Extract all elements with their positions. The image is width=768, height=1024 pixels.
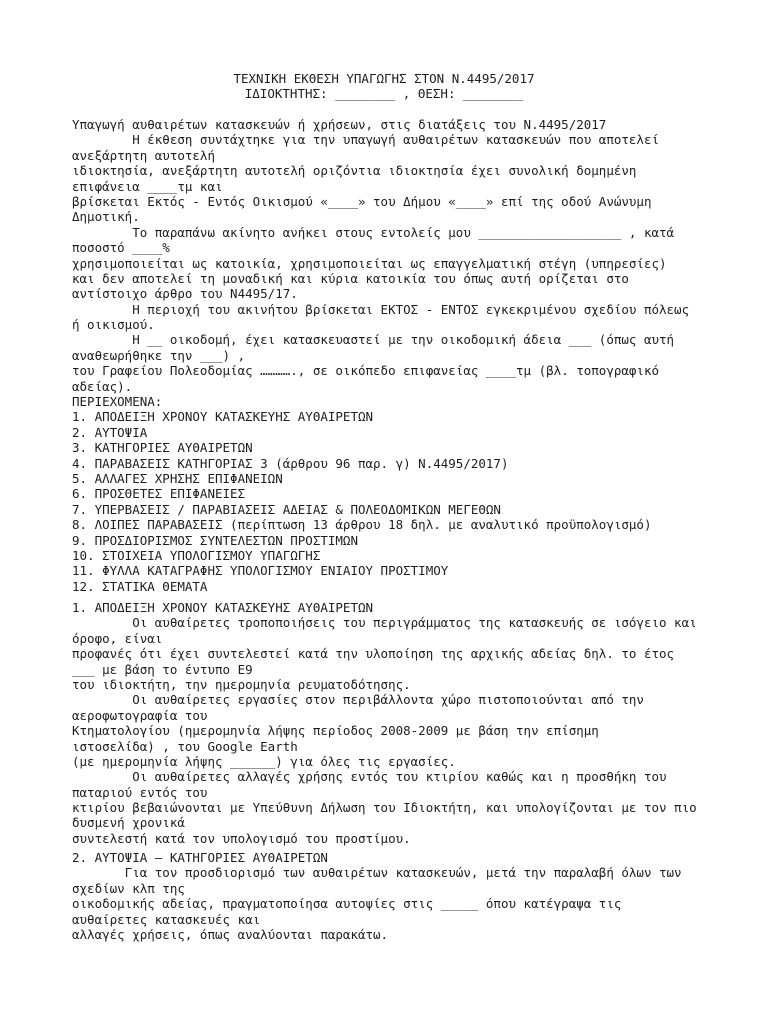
section-1-line: Οι αυθαίρετες εργασίες στον περιβάλλοντα χώρο πιστοποιούνται από την: [72, 692, 644, 708]
contents-item: 2. ΑΥΤΟΨΙΑ: [72, 424, 148, 440]
section-2-heading: 2. ΑΥΤΟΨΙΑ – ΚΑΤΗΓΟΡΙΕΣ ΑΥΘΑΙΡΕΤΩΝ: [72, 850, 328, 865]
section-1-line: Οι αυθαίρετες τροποποιήσεις του περιγράμματος της κατασκευής σε ισόγειο και: [72, 615, 697, 631]
contents-item: 3. ΚΑΤΗΓΟΡΙΕΣ ΑΥΘΑΙΡΕΤΩΝ: [72, 440, 253, 456]
contents-item: 11. ΦΥΛΛΑ ΚΑΤΑΓΡΑΦΗΣ ΥΠΟΛΟΓΙΣΜΟΥ ΕΝΙΑΙΟΥ ΠΡΟΣΤΙΜΟΥ: [72, 563, 449, 579]
intro-line: Το παραπάνω ακίνητο ανήκει στους εντολείς μου ___________________ , κατά: [72, 224, 675, 240]
intro-line: χρησιμοποιείται ως κατοικία, χρησιμοποιείται ως επαγγελματική στέγη (υπηρεσίες): [72, 255, 667, 271]
intro-line: αναθεωρήθηκε την ___) ,: [72, 347, 246, 363]
contents-section: [72, 394, 712, 594]
intro-section: [72, 117, 712, 394]
contents-item: 12. ΣΤΑΤΙΚΑ ΘΕΜΑΤΑ: [72, 578, 208, 594]
section-1-line: κτιρίου βεβαιώνονται με Υπεύθυνη Δήλωση του Ιδιοκτήτη, και υπολογίζονται με τον πιο: [72, 800, 697, 816]
section-1-heading: 1. ΑΠΟΔΕΙΞΗ ΧΡΟΝΟΥ ΚΑΤΑΣΚΕΥΗΣ ΑΥΘΑΙΡΕΤΩΝ: [72, 600, 374, 615]
section-2-line: οικοδομικής αδείας, πραγματοποίησα αυτοψίες στις _____ όπου κατέγραψα τις: [72, 896, 622, 912]
section-1-line: Κτηματολογίου (ημερομηνία λήψης περίοδος 2008-2009 με βάση την επίσημη: [72, 723, 599, 739]
section-1-line: συντελεστή κατά τον υπολογισμό του προστίμου.: [72, 830, 411, 846]
intro-line: ιδιοκτησία, ανεξάρτητη αυτοτελή οριζόντια ιδιοκτησία έχει συνολική δομημένη: [72, 163, 637, 179]
section-1-line: προφανές ότι έχει συντελεστεί κατά την υλοποίηση της αρχικής αδείας δηλ. το έτος: [72, 646, 675, 662]
intro-line: Η περιοχή του ακινήτου βρίσκεται ΕΚΤΟΣ - ΕΝΤΟΣ εγκεκριμένου σχεδίου πόλεως: [72, 301, 690, 317]
contents-item: 4. ΠΑΡΑΒΑΣΕΙΣ ΚΑΤΗΓΟΡΙΑΣ 3 (άρθρου 96 παρ. γ) Ν.4495/2017): [72, 455, 509, 471]
contents-item: 10. ΣΤΟΙΧΕΙΑ ΥΠΟΛΟΓΙΣΜΟΥ ΥΠΑΓΩΓΗΣ: [72, 547, 321, 563]
section-2-line: σχεδίων κλπ της: [72, 880, 185, 896]
contents-item: 9. ΠΡΟΣΔΙΟΡΙΣΜΟΣ ΣΥΝΤΕΛΕΣΤΩΝ ΠΡΟΣΤΙΜΩΝ: [72, 532, 358, 548]
intro-line: ανεξάρτητη αυτοτελή: [72, 147, 215, 163]
section-2-line: αυθαίρετες κατασκευές και: [72, 911, 261, 927]
section-1-line: ___ με βάση το έντυπο Ε9: [72, 661, 253, 677]
section-1-line: Οι αυθαίρετες αλλαγές χρήσης εντός του κτιρίου καθώς και η προσθήκη του: [72, 769, 667, 785]
owner-position-line: ΙΔΙΟΚΤΗΤΗΣ: ________ , ΘΕΣΗ: ________: [244, 86, 524, 102]
document-header: [0, 71, 768, 102]
section-1: [72, 600, 712, 846]
intro-line: βρίσκεται Εκτός - Εντός Οικισμού «____» του Δήμου «____» επί της οδού Ανώνυμη: [72, 193, 652, 209]
intro-line: Δημοτική.: [72, 209, 140, 225]
intro-line: ποσοστό ____%: [72, 240, 170, 256]
intro-line: και δεν αποτελεί τη μοναδική και κύρια κατοικία του όπως αυτή ορίζεται στο: [72, 270, 629, 286]
document-title: ΤΕΧΝΙΚΗ ΕΚΘΕΣΗ ΥΠΑΓΩΓΗΣ ΣΤΟΝ Ν.4495/2017: [233, 71, 535, 86]
section-2-line: αλλαγές χρήσεις, όπως αναλύονται παρακάτω.: [72, 926, 389, 942]
section-1-line: όροφο, είναι: [72, 630, 163, 646]
section-1-line: ιστοσελίδα) , του Google Earth: [72, 738, 298, 754]
contents-item: 8. ΛΟΙΠΕΣ ΠΑΡΑΒΑΣΕΙΣ (περίπτωση 13 άρθρου 18 δηλ. με αναλυτικό προϋπολογισμό): [72, 517, 652, 533]
section-1-line: του ιδιοκτήτη, την ημερομηνία ρευματοδότησης.: [72, 676, 411, 692]
intro-line: επιφάνεια ____τμ και: [72, 178, 223, 194]
intro-line: Υπαγωγή αυθαιρέτων κατασκευών ή χρήσεων, στις διατάξεις του Ν.4495/2017: [72, 117, 607, 132]
intro-line: του Γραφείου Πολεοδομίας …………., σε οικόπεδο επιφανείας ____τμ (βλ. τοπογραφικό: [72, 363, 659, 379]
section-1-line: παταριού εντός του: [72, 784, 208, 800]
intro-line: Η έκθεση συντάχτηκε για την υπαγωγή αυθαιρέτων κατασκευών που αποτελεί: [72, 132, 659, 148]
intro-line: ή οικισμού.: [72, 317, 155, 333]
intro-line: αντίστοιχο άρθρο του Ν4495/17.: [72, 286, 298, 302]
section-2: [72, 850, 712, 942]
contents-item: 6. ΠΡΟΣΘΕΤΕΣ ΕΠΙΦΑΝΕΙΕΣ: [72, 486, 246, 502]
intro-line: Η __ οικοδομή, έχει κατασκευαστεί με την οικοδομική άδεια ___ (όπως αυτή: [72, 332, 675, 348]
section-1-line: αεροφωτογραφία του: [72, 707, 208, 723]
contents-heading: ΠΕΡΙΕΧΟΜΕΝΑ:: [72, 394, 163, 409]
contents-item: 5. ΑΛΛΑΓΕΣ ΧΡΗΣΗΣ ΕΠΙΦΑΝΕΙΩΝ: [72, 470, 283, 486]
contents-item: 7. ΥΠΕΡΒΑΣΕΙΣ / ΠΑΡΑΒΙΑΣΕΙΣ ΑΔΕΙΑΣ & ΠΟΛΕΟΔΟΜΙΚΩΝ ΜΕΓΕΘΩΝ: [72, 501, 501, 517]
section-1-line: δυσμενή χρονικά: [72, 815, 185, 831]
section-1-line: (με ημερομηνία λήψης ______) για όλες τις εργασίες.: [72, 753, 456, 769]
contents-item: 1. ΑΠΟΔΕΙΞΗ ΧΡΟΝΟΥ ΚΑΤΑΣΚΕΥΗΣ ΑΥΘΑΙΡΕΤΩΝ: [72, 409, 374, 425]
intro-line: αδείας).: [72, 378, 133, 394]
section-2-line: Για τον προσδιορισμό των αυθαιρέτων κατασκευών, μετά την παραλαβή όλων των: [72, 865, 682, 881]
